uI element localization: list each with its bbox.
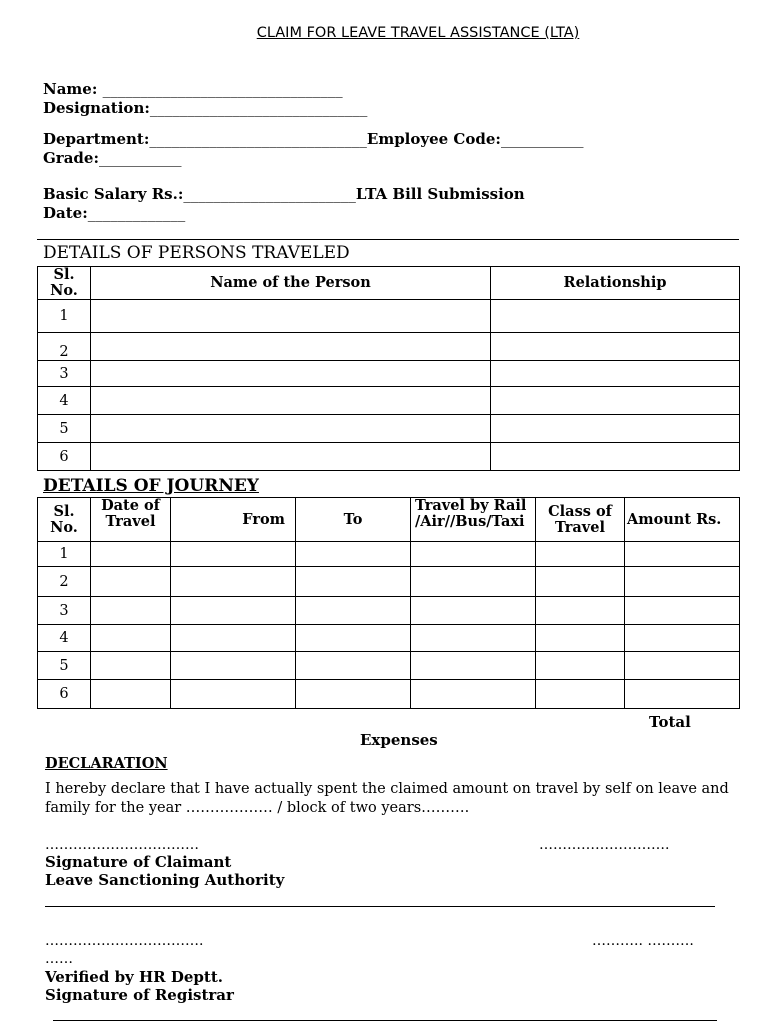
travel-mode-cell[interactable]	[411, 567, 536, 597]
col-date-of-travel: Date of Travel	[91, 498, 171, 542]
table-row	[38, 387, 740, 415]
table-row	[38, 361, 740, 387]
grade-input-line[interactable]: ___________	[99, 149, 182, 167]
table-row	[38, 333, 740, 361]
separator-line	[45, 906, 715, 907]
persons-table	[37, 266, 740, 471]
from-cell[interactable]	[171, 625, 296, 652]
basic-salary-input-line[interactable]: _______________________	[183, 185, 356, 203]
name-input-line[interactable]: ________________________________	[102, 80, 343, 98]
basic-salary-label: Basic Salary Rs.:	[43, 185, 184, 203]
table-row	[38, 597, 740, 625]
to-cell[interactable]	[296, 567, 411, 597]
department-input-line[interactable]: _____________________________	[149, 130, 367, 148]
designation-field	[43, 99, 367, 117]
expenses-label: Expenses	[360, 731, 438, 749]
journey-table	[37, 497, 740, 709]
table-row	[38, 300, 740, 333]
hr-verification-line-cont[interactable]: ……	[45, 951, 73, 967]
name-label: Name:	[43, 80, 103, 98]
row-number: 3	[38, 597, 91, 625]
from-cell[interactable]	[171, 597, 296, 625]
relationship-cell[interactable]	[491, 361, 740, 387]
col-amount: Amount Rs.	[625, 498, 740, 542]
relationship-cell[interactable]	[491, 415, 740, 443]
grade-field	[43, 149, 182, 167]
row-number: 3	[38, 361, 91, 387]
col-to: To	[296, 498, 411, 542]
employee-code-label: Employee Code:	[366, 130, 501, 148]
table-row	[38, 625, 740, 652]
department-field	[43, 130, 583, 148]
class-cell[interactable]	[536, 597, 625, 625]
row-number: 6	[38, 680, 91, 709]
journey-heading: DETAILS OF JOURNEY	[43, 476, 259, 496]
authority-signature-line[interactable]: ……………………….	[539, 837, 670, 853]
relationship-cell[interactable]	[491, 387, 740, 415]
person-name-cell[interactable]	[91, 361, 491, 387]
declaration-text: I hereby declare that I have actually spent the claimed amount on travel by self on leave and family for the year ……………… / block of two years……….	[45, 781, 729, 816]
total-label: Total	[649, 713, 691, 731]
row-number: 6	[38, 443, 91, 471]
table-row	[38, 567, 740, 597]
registrar-signature-line[interactable]: ……….. ……….	[592, 933, 694, 949]
section-divider	[37, 239, 739, 240]
row-number: 4	[38, 387, 91, 415]
persons-heading: DETAILS OF PERSONS TRAVELED	[43, 243, 350, 263]
table-row	[38, 680, 740, 709]
amount-cell[interactable]	[625, 567, 740, 597]
table-row	[38, 415, 740, 443]
travel-mode-cell[interactable]	[411, 542, 536, 567]
table-row	[38, 652, 740, 680]
to-cell[interactable]	[296, 542, 411, 567]
class-cell[interactable]	[536, 567, 625, 597]
lta-bill-label: LTA Bill Submission	[355, 185, 525, 203]
col-travel-by: Travel by Rail /Air//Bus/Taxi	[411, 498, 536, 542]
registrar-signature-label: Signature of Registrar	[45, 986, 234, 1004]
claimant-signature-label: Signature of Claimant	[45, 853, 232, 871]
form-title: CLAIM FOR LEAVE TRAVEL ASSISTANCE (LTA)	[256, 25, 580, 41]
from-cell[interactable]	[171, 652, 296, 680]
date-cell[interactable]	[91, 597, 171, 625]
department-label: Department:	[43, 130, 150, 148]
verified-label: Verified by HR Deptt.	[45, 968, 223, 986]
relationship-cell[interactable]	[491, 443, 740, 471]
row-number: 1	[38, 542, 91, 567]
to-cell[interactable]	[296, 652, 411, 680]
from-cell[interactable]	[171, 542, 296, 567]
person-name-cell[interactable]	[91, 387, 491, 415]
person-name-cell[interactable]	[91, 300, 491, 333]
class-cell[interactable]	[536, 625, 625, 652]
col-from: From	[171, 498, 296, 542]
relationship-cell[interactable]	[491, 300, 740, 333]
table-row	[38, 542, 740, 567]
hr-verification-line[interactable]: …………………………….	[45, 933, 204, 949]
person-name-cell[interactable]	[91, 415, 491, 443]
person-name-cell[interactable]	[91, 333, 491, 361]
row-number: 4	[38, 625, 91, 652]
row-number: 2	[38, 333, 91, 361]
row-number: 5	[38, 652, 91, 680]
to-cell[interactable]	[296, 625, 411, 652]
date-input-line[interactable]: _____________	[87, 204, 186, 222]
col-person-name: Name of the Person	[91, 267, 491, 300]
col-class-of-travel: Class of Travel	[536, 498, 625, 542]
amount-cell[interactable]	[625, 597, 740, 625]
from-cell[interactable]	[171, 567, 296, 597]
class-cell[interactable]	[536, 680, 625, 709]
class-cell[interactable]	[536, 542, 625, 567]
row-number: 5	[38, 415, 91, 443]
designation-input-line[interactable]: _____________________________	[149, 99, 368, 117]
row-number: 1	[38, 300, 91, 333]
persons-header-row	[38, 267, 740, 300]
to-cell[interactable]	[296, 597, 411, 625]
col-sl-no: Sl. No.	[38, 498, 91, 542]
date-cell[interactable]	[91, 625, 171, 652]
col-relationship: Relationship	[491, 267, 740, 300]
date-cell[interactable]	[91, 652, 171, 680]
date-field	[43, 204, 185, 222]
name-field	[43, 80, 343, 98]
date-cell[interactable]	[91, 542, 171, 567]
class-cell[interactable]	[536, 652, 625, 680]
row-number: 2	[38, 567, 91, 597]
amount-cell[interactable]	[625, 625, 740, 652]
amount-cell[interactable]	[625, 652, 740, 680]
authority-signature-label: Leave Sanctioning Authority	[45, 871, 285, 889]
from-cell[interactable]	[171, 680, 296, 709]
travel-mode-cell[interactable]	[411, 680, 536, 709]
travel-mode-cell[interactable]	[411, 597, 536, 625]
claimant-signature-line[interactable]: ……………………………	[45, 837, 199, 853]
date-cell[interactable]	[91, 567, 171, 597]
employee-code-input-line[interactable]: ___________	[500, 130, 584, 148]
date-label: Date:	[43, 204, 88, 222]
designation-label: Designation:	[43, 99, 150, 117]
journey-header-row	[38, 498, 740, 542]
table-row	[38, 443, 740, 471]
date-cell[interactable]	[91, 680, 171, 709]
basic-salary-field	[43, 185, 525, 203]
declaration-title: DECLARATION	[45, 755, 168, 772]
col-sl-no: Sl. No.	[38, 267, 91, 300]
to-cell[interactable]	[296, 680, 411, 709]
relationship-cell[interactable]	[491, 333, 740, 361]
amount-cell[interactable]	[625, 542, 740, 567]
travel-mode-cell[interactable]	[411, 625, 536, 652]
person-name-cell[interactable]	[91, 443, 491, 471]
amount-cell[interactable]	[625, 680, 740, 709]
bottom-line	[53, 1020, 717, 1021]
grade-label: Grade:	[43, 149, 100, 167]
travel-mode-cell[interactable]	[411, 652, 536, 680]
